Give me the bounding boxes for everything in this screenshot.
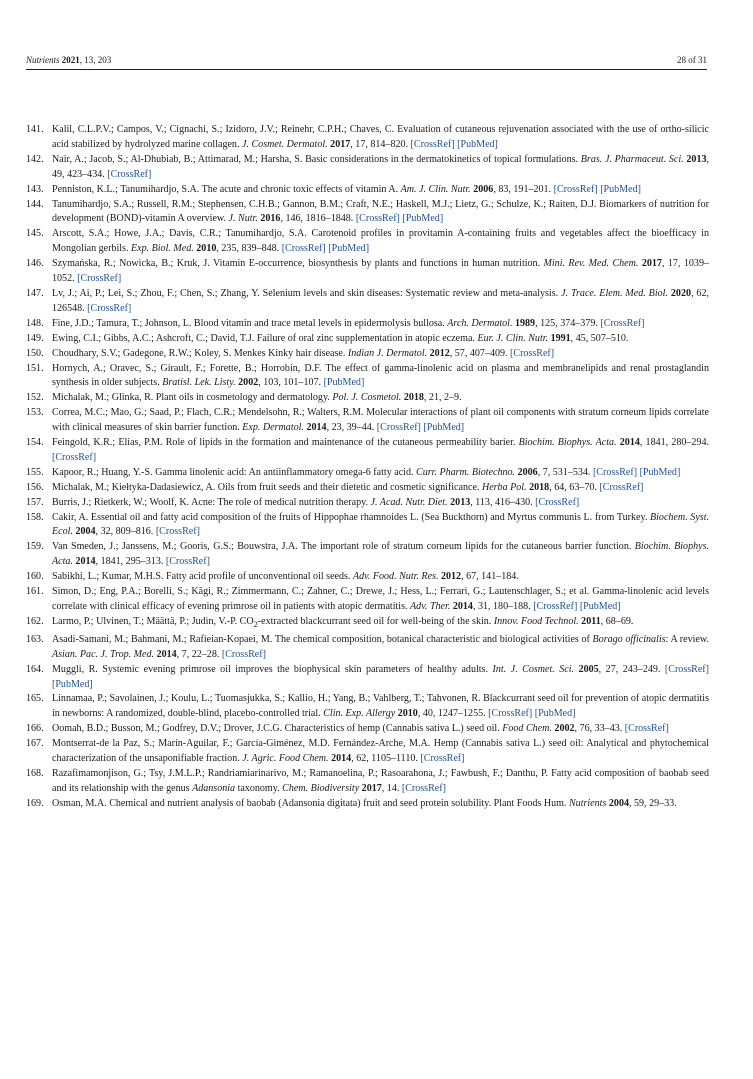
- journal-citation: [26, 53, 111, 67]
- journal-year: 2021: [61, 55, 80, 65]
- reference-text: , 14.: [381, 782, 402, 794]
- publication-year: 2004: [75, 526, 96, 538]
- journal-title: J. Agric. Food Chem.: [242, 753, 329, 765]
- crossref-link[interactable]: [CrossRef]: [376, 422, 421, 434]
- page-header: [26, 53, 707, 70]
- crossref-link[interactable]: [CrossRef]: [488, 708, 533, 720]
- subscript: 2: [253, 619, 258, 629]
- reference-item: [26, 615, 709, 633]
- publication-year: 1991: [550, 332, 571, 344]
- publication-year: 2010: [397, 708, 418, 720]
- reference-text: , 64, 63–70.: [549, 481, 600, 493]
- publication-year: 2014: [331, 753, 352, 765]
- reference-item: [26, 496, 709, 511]
- reference-number: 162.: [26, 615, 44, 627]
- publication-year: 1989: [514, 317, 536, 329]
- reference-item: [26, 633, 709, 663]
- crossref-link[interactable]: [CrossRef]: [410, 138, 455, 150]
- reference-text: Montserrat-de la Paz, S.; Marín-Aguilar, F.; García-Giménez, M.D. Fernández-Arche, M.A. Hemp (Cannabis sativa L.) seed oil: Analytical and phytochemical characterization of the unsaponifiable fraction.: [52, 738, 709, 765]
- journal-title: Indian J. Dermatol.: [347, 347, 428, 359]
- reference-text: , 76, 33–43.: [574, 723, 625, 735]
- pubmed-link[interactable]: [PubMed]: [402, 213, 444, 225]
- reference-text: Asadi-Samani, M.; Bahmani, M.; Rafieian-Kopaei, M. The chemical composition, botanical characteristic and biological activities of: [52, 633, 593, 645]
- publication-year: 2014: [619, 437, 640, 449]
- reference-number: 156.: [26, 481, 44, 493]
- reference-text: Cakir, A. Essential oil and fatty acid composition of the fruits of Hippophae rhamnoides L. (Sea Buckthorn) and Myrtus communis L. from Turkey.: [52, 511, 650, 523]
- reference-text: , 21, 2–9.: [423, 392, 462, 404]
- reference-number: 143.: [26, 183, 44, 195]
- reference-text: , 62, 126548.: [52, 287, 709, 314]
- journal-title: Int. J. Cosmet. Sci.: [492, 663, 575, 675]
- reference-text: Arscott, S.A.; Howe, J.A.; Davis, C.R.; Tanumihardjo, S.A. Carotenoid profiles in provitamin A-containing fruits and vegetables affect the bioefficacy in Mongolian gerbils.: [52, 228, 709, 255]
- reference-number: 163.: [26, 633, 44, 645]
- reference-item: [26, 436, 709, 466]
- reference-text: , 45, 507–510.: [570, 332, 629, 344]
- reference-text: Kapoor, R.; Huang, Y.-S. Gamma linolenic acid: An antiinflammatory omega-6 fatty acid.: [52, 466, 416, 478]
- journal-title: Innov. Food Technol.: [493, 615, 579, 627]
- reference-text: Penniston, K.L.; Tanumihardjo, S.A. The acute and chronic toxic effects of vitamin A.: [52, 183, 401, 195]
- reference-text: , 113, 416–430.: [470, 496, 536, 508]
- reference-item: [26, 692, 709, 722]
- journal-title: J. Acad. Nutr. Diet.: [370, 496, 448, 508]
- reference-text: Razafimamonjison, G.; Tsy, J.M.L.P.; Randriamiarinarivo, M.; Ramanoelina, P.; Rasoarahona, J.; Fawbush, F.; Danthu, P. Fatty acid composition of baobab seed and its relationship with the genus: [52, 767, 709, 794]
- crossref-link[interactable]: [CrossRef]: [535, 496, 580, 508]
- reference-text: Lv, J.; Ai, P.; Lei, S.; Zhou, F.; Chen, S.; Zhang, Y. Selenium levels and skin diseases: Systematic review and meta-analysis.: [52, 287, 562, 299]
- reference-number: 148.: [26, 317, 44, 329]
- reference-item: [26, 257, 709, 287]
- crossref-link[interactable]: [CrossRef]: [87, 302, 132, 314]
- reference-text: Sabikhi, L.; Kumar, M.H.S. Fatty acid profile of unconventional oil seeds.: [52, 571, 353, 583]
- reference-number: 144.: [26, 198, 44, 210]
- reference-item: [26, 123, 709, 153]
- reference-item: [26, 198, 709, 228]
- crossref-link[interactable]: [CrossRef]: [664, 663, 709, 675]
- reference-text: Osman, M.A. Chemical and nutrient analysis of baobab (Adansonia digitata) fruit and seed protein solubility. Plant Foods Hum.: [52, 797, 569, 809]
- reference-number: 152.: [26, 392, 44, 404]
- reference-text: Feingold, K.R.; Elias, P.M. Role of lipids in the formation and maintenance of the cutaneous permeability barier.: [52, 437, 519, 449]
- publication-year: 2013: [686, 153, 707, 165]
- reference-text: , 57, 407–409.: [449, 347, 511, 359]
- reference-number: 154.: [26, 437, 44, 449]
- journal-title: Biochem. Syst. Ecol.: [52, 511, 710, 538]
- reference-item: [26, 153, 709, 183]
- reference-text: Oomah, B.D.; Busson, M.; Godfrey, D.V.; Drover, J.C.G. Characteristics of hemp (Cannabis sativa L.) seed oil.: [52, 723, 503, 735]
- reference-text: , 67, 141–184.: [461, 571, 519, 583]
- pubmed-link[interactable]: [PubMed]: [423, 422, 465, 434]
- journal-title: Borago officinalis: [592, 633, 666, 645]
- journal-title: Curr. Pharm. Biotechno.: [416, 466, 516, 478]
- pubmed-link[interactable]: [PubMed]: [457, 138, 498, 150]
- reference-text: Tanumihardjo, S.A.; Russell, R.M.; Stephensen, C.H.B.; Gannon, B.M.; Craft, N.E.; Haskell, M.J.; Lietz, G.; Schulze, K.; Raiten, D.J. Biomarkers of nutrition for development (BOND)-vitamin A overview.: [52, 198, 709, 225]
- reference-item: [26, 540, 709, 570]
- reference-text: Muggli, R. Systemic evening primrose oil improves the biophysical skin parameters of healthy adults.: [52, 663, 493, 675]
- reference-number: 164.: [26, 663, 44, 675]
- reference-item: [26, 767, 709, 797]
- reference-text: -extracted blackcurrant seed oil for well-being of the skin.: [257, 615, 494, 627]
- publication-year: 2013: [450, 496, 471, 508]
- reference-text: Kalil, C.L.P.V.; Campos, V.; Cignachi, S.; Izidoro, J.V.; Reinehr, C.P.H.; Chaves, C. Evaluation of cutaneous rejuvenation associated with the use of ortho-silicic acid stabilized by hydrolyzed marine collagen.: [52, 124, 709, 150]
- journal-title: Herba Pol.: [481, 481, 527, 493]
- publication-year: 2017: [330, 138, 351, 150]
- reference-item: [26, 570, 709, 585]
- reference-text: , 235, 839–848.: [216, 243, 282, 255]
- publication-year: 2014: [306, 422, 327, 434]
- journal-title: Eur. J. Clin. Nutr.: [477, 332, 549, 344]
- publication-year: 2014: [156, 648, 177, 660]
- page-number: 28 of 31: [677, 55, 707, 65]
- reference-item: [26, 737, 709, 767]
- reference-text: Nair, A.; Jacob, S.; Al-Dhubiab, B.; Attimarad, M.; Harsha, S. Basic considerations in the dermatokinetics of topical formulations.: [52, 153, 581, 165]
- reference-text: Choudhary, S.V.; Gadegone, R.W.; Koley, S. Menkes Kinky hair disease.: [52, 347, 348, 359]
- reference-number: 166.: [26, 723, 44, 735]
- reference-number: 158.: [26, 511, 44, 523]
- reference-item: [26, 317, 709, 332]
- reference-number: 165.: [26, 693, 44, 705]
- publication-year: 2018: [529, 481, 550, 493]
- reference-text: Fine, J.D.; Tamura, T.; Johnson, L. Blood vitamin and trace metal levels in epidermolysis bullosa.: [52, 317, 448, 329]
- reference-list: [26, 123, 709, 812]
- reference-item: [26, 227, 709, 257]
- reference-text: , 32, 809–816.: [95, 526, 156, 538]
- crossref-link[interactable]: [CrossRef]: [165, 556, 210, 568]
- reference-text: , 103, 101–107.: [258, 377, 324, 389]
- crossref-link[interactable]: [CrossRef]: [401, 782, 446, 794]
- reference-item: [26, 663, 709, 693]
- reference-item: [26, 511, 709, 541]
- publication-year: 2017: [361, 782, 382, 794]
- reference-number: 146.: [26, 258, 44, 270]
- journal-title: Biochim. Biophys. Acta.: [518, 437, 617, 449]
- reference-text: Michalak, M.; Glinka, R. Plant oils in cosmetology and dermatology.: [52, 392, 333, 404]
- journal-title: Bratisl. Lek. Listy.: [162, 377, 236, 389]
- reference-number: 153.: [26, 407, 44, 419]
- publication-year: 2018: [403, 392, 424, 404]
- pubmed-link[interactable]: [PubMed]: [52, 678, 93, 690]
- reference-text: , 40, 1247–1255.: [417, 708, 489, 720]
- reference-number: 169.: [26, 797, 44, 809]
- publication-year: 2005: [578, 663, 599, 675]
- reference-number: 159.: [26, 541, 44, 553]
- crossref-link[interactable]: [CrossRef]: [77, 273, 122, 285]
- publication-year: 2016: [260, 213, 281, 225]
- crossref-link[interactable]: [CrossRef]: [599, 481, 644, 493]
- journal-title: Pol. J. Cosmetol.: [332, 392, 402, 404]
- crossref-link[interactable]: [CrossRef]: [107, 168, 152, 180]
- reference-item: [26, 183, 709, 198]
- reference-text: Simon, D.; Eng, P.A.; Borelli, S.; Kägi, R.; Zimmermann, C.; Zahner, C.; Drewe, J.; Hess, L.; Ferrari, G.; Lautenschlager, S.; et al. Gamma-linolenic acid levels correlate with clinical efficacy of evening primrose oil in patients with atopic dermatitis.: [52, 586, 709, 612]
- reference-item: [26, 406, 709, 436]
- reference-text: , 83, 191–201.: [493, 183, 554, 195]
- reference-item: [26, 797, 709, 812]
- reference-text: Burris, J.; Rietkerk, W.; Woolf, K. Acne: The role of medical nutrition therapy.: [52, 496, 371, 508]
- reference-text: , 17, 814–820.: [350, 138, 411, 150]
- crossref-link[interactable]: [CrossRef]: [553, 183, 598, 195]
- pubmed-link[interactable]: [PubMed]: [323, 377, 365, 389]
- reference-number: 160.: [26, 571, 44, 583]
- reference-text: Van Smeden, J.; Janssens, M.; Gooris, G.S.; Bouwstra, J.A. The important role of stratum corneum lipids for the cutaneous barrier function.: [52, 541, 635, 553]
- publication-year: 2010: [196, 243, 217, 255]
- journal-title: Adv. Ther.: [410, 601, 451, 612]
- publication-year: 2020: [670, 287, 691, 299]
- crossref-link[interactable]: [CrossRef]: [52, 451, 97, 463]
- reference-text: Michalak, M.; Kiełtyka-Dadasiewicz, A. Oils from fruit seeds and their dietetic and cosmetic significance.: [52, 481, 482, 493]
- journal-volume-pages: , 13, 203: [79, 55, 112, 65]
- reference-number: 145.: [26, 228, 44, 240]
- reference-text: Ewing, C.I.; Gibbs, A.C.; Ashcroft, C.; David, T.J. Failure of oral zinc supplementation in atopic eczema.: [52, 332, 478, 344]
- crossref-link[interactable]: [CrossRef]: [281, 243, 326, 255]
- crossref-link[interactable]: [CrossRef]: [624, 723, 669, 735]
- reference-text: , 23, 39–44.: [326, 422, 377, 434]
- reference-number: 147.: [26, 287, 44, 299]
- journal-title: Arch. Dermatol.: [447, 317, 513, 329]
- reference-text: , 17, 1039–1052.: [52, 258, 709, 285]
- reference-text: , 7, 22–28.: [176, 648, 222, 660]
- reference-text: Hornych, A.; Oravec, S.; Girault, F.; Forette, B.; Horrobin, D.F. The effect of gamma-linolenic acid on plasma and membranelipids and renal prostaglandin synthesis in older subjects.: [52, 362, 709, 389]
- reference-text: , 1841, 280–294.: [639, 437, 709, 449]
- reference-number: 150.: [26, 347, 44, 359]
- reference-item: [26, 481, 709, 496]
- journal-title: Bras. J. Pharmaceut. Sci.: [580, 153, 684, 165]
- reference-text: , 31, 180–188.: [472, 601, 534, 612]
- crossref-link[interactable]: [CrossRef]: [533, 601, 578, 612]
- journal-title: Clin. Exp. Allergy: [323, 708, 396, 720]
- journal-title: Exp. Biol. Med.: [130, 243, 194, 255]
- journal-title: J. Trace. Elem. Med. Biol.: [561, 287, 668, 299]
- journal-name: Nutrients: [26, 55, 60, 65]
- journal-title: Am. J. Clin. Nutr.: [400, 183, 471, 195]
- crossref-link[interactable]: [CrossRef]: [155, 526, 200, 538]
- publication-year: 2006: [473, 183, 494, 195]
- crossref-link[interactable]: [CrossRef]: [592, 466, 638, 478]
- journal-title: Asian. Pac. J. Trop. Med.: [52, 648, 155, 660]
- reference-number: 168.: [26, 767, 44, 779]
- crossref-link[interactable]: [CrossRef]: [600, 317, 645, 329]
- crossref-link[interactable]: [CrossRef]: [420, 753, 465, 765]
- reference-text: Linnamaa, P.; Savolainen, J.; Koulu, L.; Tuomasjukka, S.; Kallio, H.; Yang, B.; Vahlberg, T.; Tahvonen, R. Blackcurrant seed oil for prevention of atopic dermatitis in newborns: A randomized, double-blind, placebo-controlled trial.: [52, 693, 709, 720]
- journal-title: Chem. Biodiversity: [282, 782, 360, 794]
- reference-text: Correa, M.C.; Mao, G.; Saad, P.; Flach, C.R.; Mendelsohn, R.; Walters, R.M. Molecular interactions of plant oil components with stratum corneum lipids correlate with clinical measures of skin barrier function.: [52, 407, 709, 434]
- journal-title: Adansonia: [192, 782, 236, 794]
- reference-number: 155.: [26, 466, 44, 478]
- publication-year: 2011: [581, 615, 601, 627]
- publication-year: 2004: [608, 797, 629, 809]
- pubmed-link[interactable]: [PubMed]: [639, 466, 681, 478]
- reference-number: 149.: [26, 332, 44, 344]
- reference-text: , 59, 29–33.: [628, 797, 677, 809]
- reference-number: 161.: [26, 586, 44, 598]
- reference-text: , 62, 1105–1110.: [351, 753, 421, 765]
- reference-item: [26, 287, 709, 317]
- publication-year: 2012: [440, 571, 462, 583]
- reference-number: 151.: [26, 362, 44, 374]
- crossref-link[interactable]: [CrossRef]: [221, 648, 266, 660]
- journal-title: J. Cosmet. Dermatol.: [241, 138, 328, 150]
- journal-title: Nutrients: [568, 797, 607, 809]
- reference-text: , 7, 531–534.: [537, 466, 593, 478]
- journal-title: J. Nutr.: [228, 213, 258, 225]
- reference-item: [26, 391, 709, 406]
- publication-year: 2012: [429, 347, 450, 359]
- pubmed-link[interactable]: [PubMed]: [328, 243, 370, 255]
- journal-title: Adv. Food. Nutr. Res.: [352, 571, 439, 583]
- reference-text: Szymańska, R.; Nowicka, B.; Kruk, J. Vitamin E-occurrence, biosynthesis by plants and functions in human nutrition.: [52, 258, 544, 270]
- publication-year: 2002: [238, 377, 259, 389]
- pubmed-link[interactable]: [PubMed]: [579, 601, 621, 612]
- reference-text: , 27, 243–249.: [598, 663, 665, 675]
- reference-text: , 1841, 295–313.: [95, 556, 166, 568]
- crossref-link[interactable]: [CrossRef]: [510, 347, 555, 359]
- reference-text: : A review.: [665, 633, 710, 645]
- reference-text: , 146, 1816–1848.: [280, 213, 356, 225]
- reference-text: taxonomy.: [235, 782, 283, 794]
- reference-number: 167.: [26, 738, 44, 750]
- publication-year: 2014: [452, 601, 473, 612]
- reference-item: [26, 722, 709, 737]
- pubmed-link[interactable]: [PubMed]: [534, 708, 576, 720]
- publication-year: 2017: [641, 258, 662, 270]
- reference-number: 141.: [26, 124, 44, 135]
- reference-item: [26, 347, 709, 362]
- reference-item: [26, 585, 709, 615]
- pubmed-link[interactable]: [PubMed]: [600, 183, 641, 195]
- reference-number: 142.: [26, 153, 44, 165]
- journal-title: Exp. Dermatol.: [242, 422, 304, 434]
- reference-text: Larmo, P.; Ulvinen, T.; Määttä, P.; Judin, V.-P. CO: [52, 615, 254, 627]
- journal-title: Food Chem.: [502, 723, 552, 735]
- journal-title: Mini. Rev. Med. Chem.: [543, 258, 639, 270]
- reference-item: [26, 362, 709, 392]
- reference-text: , 49, 423–434.: [52, 153, 710, 180]
- crossref-link[interactable]: [CrossRef]: [355, 213, 400, 225]
- publication-year: 2014: [75, 556, 96, 568]
- journal-title: Biochim. Biophys. Acta.: [52, 541, 709, 568]
- reference-text: , 125, 374–379.: [535, 317, 601, 329]
- reference-text: , 68–69.: [600, 615, 634, 627]
- reference-number: 157.: [26, 496, 44, 508]
- publication-year: 2002: [554, 723, 575, 735]
- reference-item: [26, 332, 709, 347]
- reference-item: [26, 466, 709, 481]
- publication-year: 2006: [517, 466, 538, 478]
